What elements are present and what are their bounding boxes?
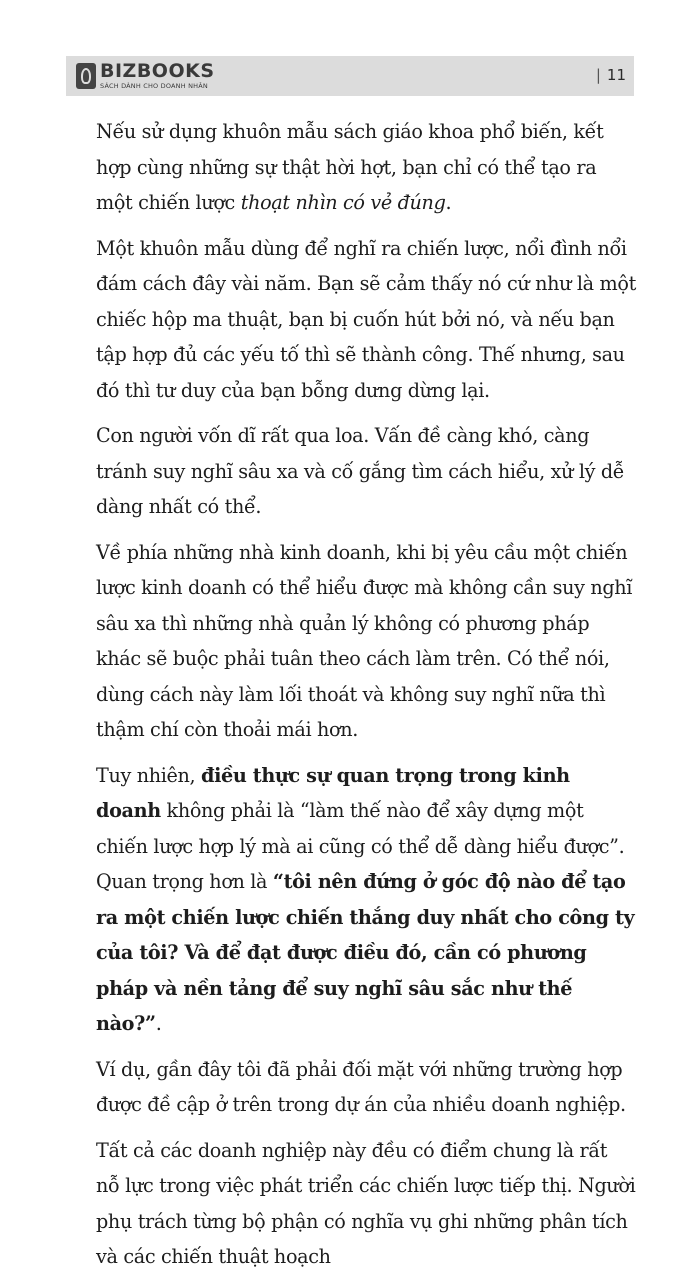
paragraph [96, 418, 636, 525]
text-segment: Tuy nhiên, [96, 763, 202, 787]
bizbooks-logo [76, 60, 215, 92]
text-segment: Con người vốn dĩ rất qua loa. Vấn đề càng khó, càng tránh suy nghĩ sâu xa và cố gắng tìm cách hiểu, xử lý dễ dàng nhất có thể. [96, 424, 625, 518]
text-segment: Về phía những nhà kinh doanh, khi bị yêu cầu một chiến lược kinh doanh có thể hiểu được mà không cần suy nghĩ sâu xa thì những nhà quản lý không có phương pháp khác sẽ buộc phải tuân theo cách làm trên. Có thể nói, dùng cách này làm lối thoát và không suy nghĩ nữa thì thậm chí còn thoải mái hơn. [96, 540, 633, 741]
text-segment: . [155, 1012, 162, 1035]
text-segment: . [445, 191, 452, 214]
page-number-value: 11 [606, 66, 626, 84]
paragraph [96, 231, 636, 409]
page-number-separator: | [595, 66, 601, 84]
paragraph [96, 114, 636, 221]
body-text [96, 114, 636, 1285]
paragraph [96, 1133, 636, 1275]
paragraph [96, 535, 636, 748]
logo-text [100, 62, 215, 90]
text-segment: Tất cả các doanh nghiệp này đều có điểm chung là rất nỗ lực trong việc phát triển các chiến lược tiếp thị. Người phụ trách từng bộ phận có nghĩa vụ ghi những phân tích và các chiến thuật hoạch [96, 1138, 636, 1268]
paragraph [96, 1052, 636, 1123]
italic-text-segment: thoạt nhìn có vẻ đúng [240, 191, 446, 214]
running-header [66, 56, 634, 96]
text-segment: Một khuôn mẫu dùng để nghĩ ra chiến lược, nổi đình nổi đám cách đây vài năm. Bạn sẽ cảm thấy nó cứ như là một chiếc hộp ma thuật, bạn bị cuốn hút bởi nó, và nếu bạn tập hợp đủ các yếu tố thì sẽ thành công. Thế nhưng, sau đó thì tư duy của bạn bỗng dưng dừng lại. [96, 236, 636, 402]
page-number [596, 66, 626, 84]
paragraph [96, 758, 636, 1042]
bold-text-segment: điều thực sự quan trọng trong kinh doanh [96, 763, 570, 822]
logo-brand-name: BIZBOOKS [100, 60, 215, 83]
bold-text-segment: “tôi nên đứng ở góc độ nào để tạo ra một chiến lược chiến thắng duy nhất cho công ty của tôi? Và để đạt được điều đó, cần có phương pháp và nền tảng để suy nghĩ sâu sắc như thế nào?” [96, 870, 635, 1035]
text-segment: Ví dụ, gần đây tôi đã phải đối mặt với những trường hợp được đề cập ở trên trong dự án của nhiều doanh nghiệp. [96, 1057, 626, 1116]
text-segment: Nếu sử dụng khuôn mẫu sách giáo khoa phổ biến, kết hợp cùng những sự thật hời hợt, bạn chỉ có thể tạo ra một chiến lược [96, 120, 604, 214]
logo-tagline: SÁCH DÀNH CHO DOANH NHÂN [100, 82, 208, 91]
bizbooks-logo-icon [76, 63, 96, 89]
text-segment: không phải là “làm thế nào để xây dựng một chiến lược hợp lý mà ai cũng có thể dễ dàng hiểu được”. Quan trọng hơn là [96, 799, 625, 893]
